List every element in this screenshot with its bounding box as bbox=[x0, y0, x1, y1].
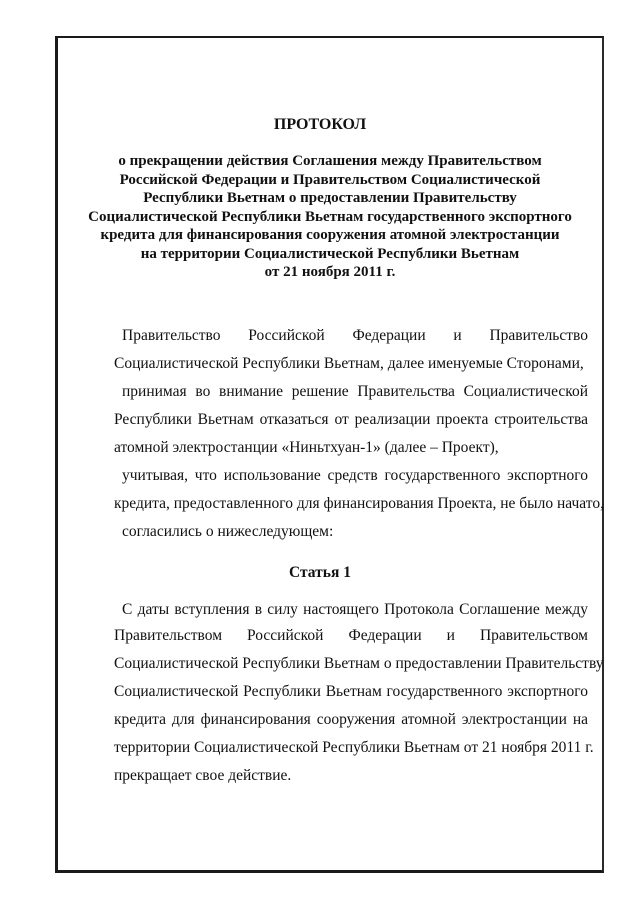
paragraph-line: кредита, предоставленного для финансирования Проекта, не было начато, bbox=[114, 495, 604, 512]
subtitle-line: Социалистической Республики Вьетнам государственного экспортного bbox=[88, 208, 572, 225]
paragraph-line: Социалистической Республики Вьетнам о предоставлении Правительству bbox=[114, 655, 604, 672]
subtitle-line: кредита для финансирования сооружения атомной электростанции bbox=[100, 227, 560, 243]
subtitle-line: Российской Федерации и Правительством Социалистической bbox=[119, 171, 541, 188]
paragraph-line: учитывая, что использование средств государственного экспортного bbox=[122, 467, 588, 484]
subtitle-line: Республики Вьетнам о предоставлении Правительству bbox=[143, 190, 517, 206]
paragraph-line: Правительством Российской Федерации и Правительством bbox=[114, 627, 588, 644]
paragraph-line: согласились о нижеследующем: bbox=[122, 523, 334, 540]
document-title: ПРОТОКОЛ bbox=[273, 116, 367, 133]
article-1-heading: Статья 1 bbox=[289, 564, 351, 581]
preamble-paragraph-credit bbox=[122, 462, 588, 490]
paragraph-line: Правительство Российской Федерации и Правительство bbox=[122, 327, 588, 344]
preamble-paragraph-decision bbox=[122, 378, 588, 406]
article-1-body bbox=[114, 622, 604, 790]
preamble-paragraph-credit-cont bbox=[114, 490, 604, 518]
article-1-first-line bbox=[122, 596, 588, 624]
paragraph-line: прекращает свое действие. bbox=[114, 767, 292, 784]
preamble-paragraph-parties-cont bbox=[114, 350, 588, 378]
subtitle-line: о прекращении действия Соглашения между Правительством bbox=[118, 153, 542, 169]
paragraph-line: атомной электростанции «Ниньтхуан-1» (далее – Проект), bbox=[114, 439, 499, 456]
preamble-paragraph-parties bbox=[122, 322, 588, 350]
document-subtitle bbox=[70, 152, 590, 282]
preamble-paragraph-decision-cont bbox=[114, 406, 588, 462]
paragraph-line: кредита для финансирования сооружения атомной электростанции на bbox=[114, 711, 588, 728]
paragraph-line: Республики Вьетнам отказаться от реализации проекта строительства bbox=[114, 411, 588, 428]
paragraph-line: С даты вступления в силу настоящего Протокола Соглашение между bbox=[122, 601, 588, 618]
paragraph-line: Социалистической Республики Вьетнам, далее именуемые Сторонами, bbox=[114, 355, 584, 372]
paragraph-line: принимая во внимание решение Правительства Социалистической bbox=[122, 383, 588, 400]
paragraph-line: Социалистической Республики Вьетнам государственного экспортного bbox=[114, 683, 588, 700]
preamble-paragraph-agreed bbox=[122, 518, 588, 546]
subtitle-line: на территории Социалистической Республики Вьетнам bbox=[140, 245, 520, 262]
subtitle-line: от 21 ноября 2011 г. bbox=[264, 264, 396, 280]
paragraph-line: территории Социалистической Республики Вьетнам от 21 ноября 2011 г. bbox=[114, 739, 594, 756]
